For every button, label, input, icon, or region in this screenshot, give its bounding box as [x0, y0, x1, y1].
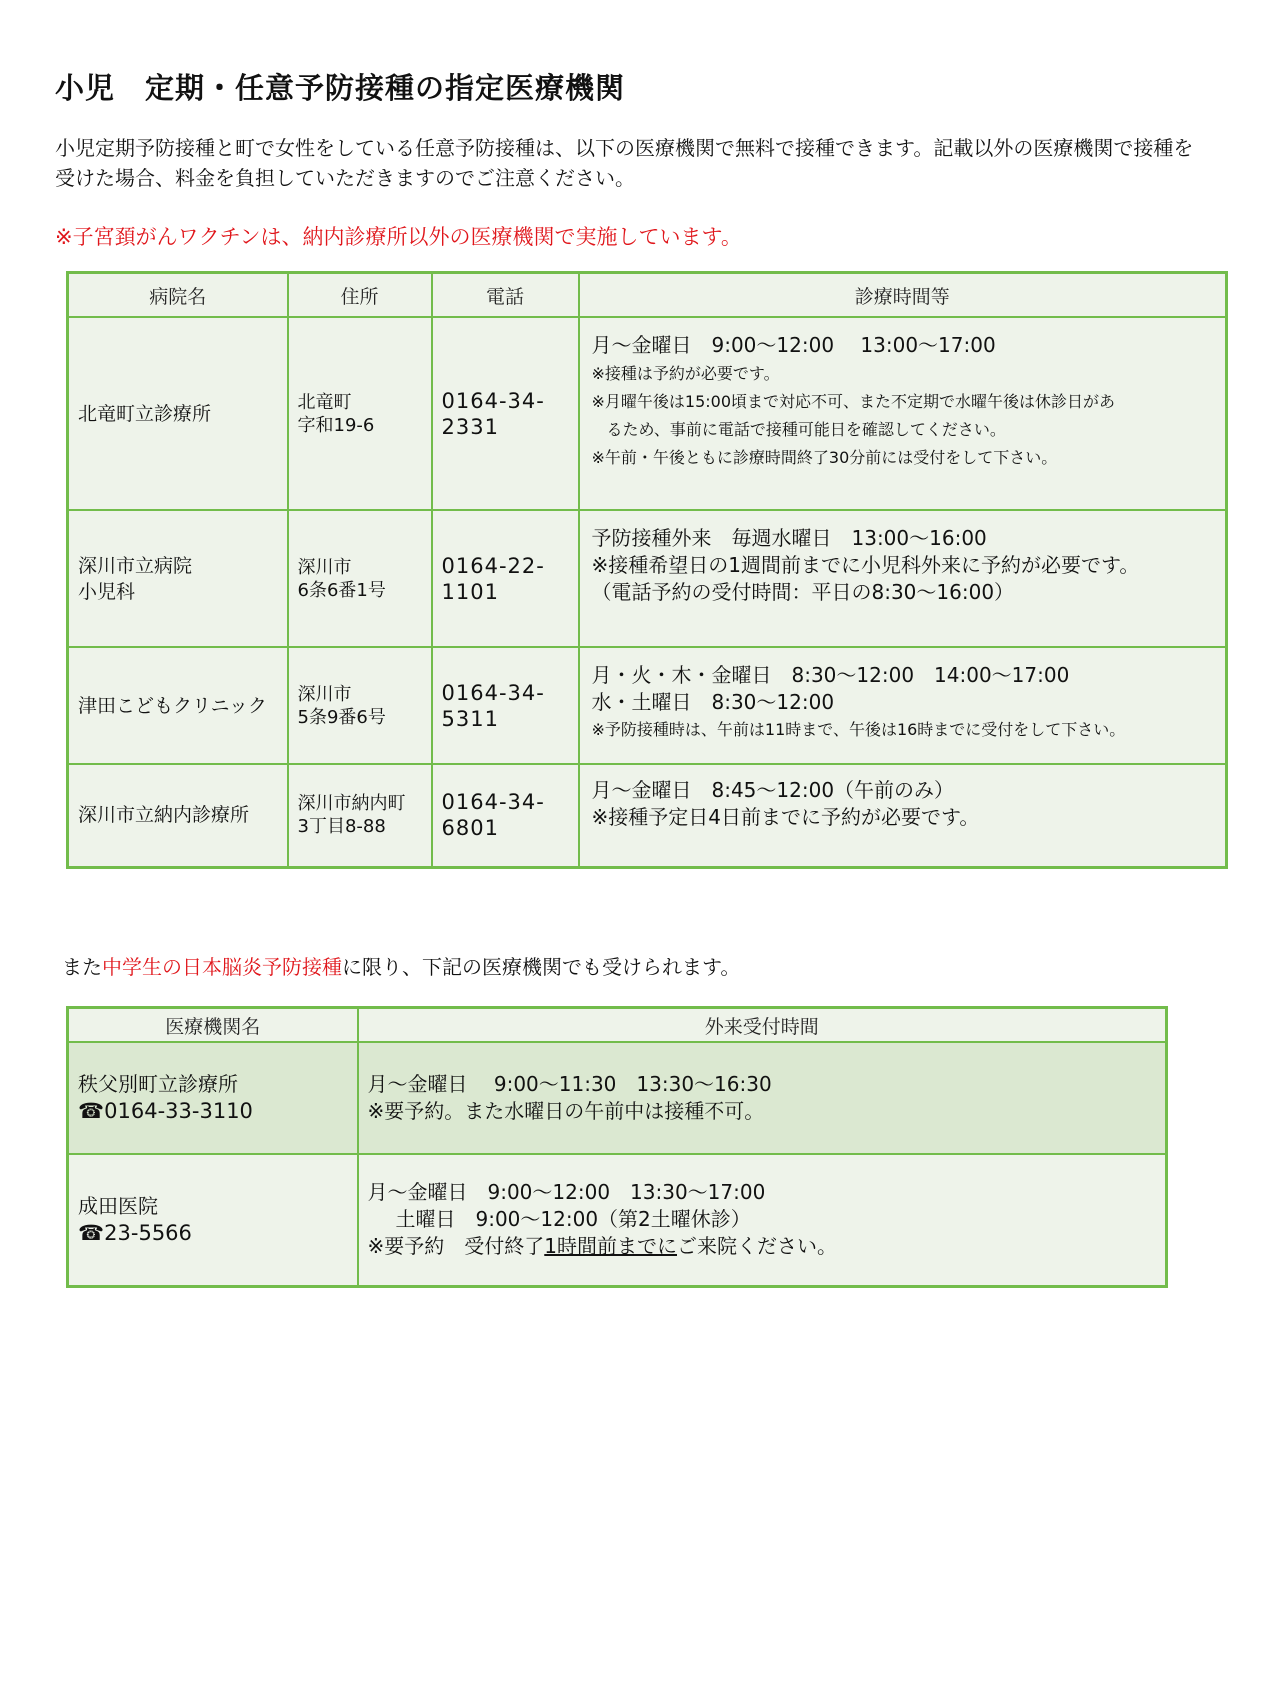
hospital-phone: 0164-34- 2331 [432, 317, 579, 510]
hospital-phone: 0164-22- 1101 [432, 510, 579, 647]
header-phone: 電話 [432, 273, 579, 318]
hospital-address: 深川市 6条6番1号 [288, 510, 432, 647]
phone-number: ☎0164-33-3110 [78, 1099, 253, 1123]
header-reception-hours: 外来受付時間 [358, 1008, 1167, 1043]
header-hospital-name: 病院名 [68, 273, 288, 318]
institution-name: 秩父別町立診療所 ☎0164-33-3110 [68, 1042, 358, 1154]
intro-paragraph: 小児定期予防接種と町で女性をしている任意予防接種は、以下の医療機関で無料で接種できます。記載以外の医療機関で接種を受けた場合、料金を負担していただきますのでご注意ください。 [55, 136, 1194, 190]
reception-hours: 月～金曜日 9:00～12:00 13:30～17:00 土曜日 9:00～12:00（第2土曜休診） ※要予約 受付終了1時間前までにご来院ください。 [358, 1154, 1167, 1286]
phone-number: ☎23-5566 [78, 1220, 192, 1245]
table-row [68, 1154, 1167, 1286]
table-row [68, 764, 1227, 867]
encephalitis-table [66, 1006, 1168, 1288]
table-header-row [68, 273, 1227, 318]
table-row [68, 1042, 1167, 1154]
header-address: 住所 [288, 273, 432, 318]
table-row [68, 317, 1227, 510]
header-hours: 診療時間等 [579, 273, 1227, 318]
hospital-name: 深川市立納内診療所 [68, 764, 288, 867]
hospital-hours: 予防接種外来 毎週水曜日 13:00～16:00 ※接種希望日の1週間前までに小児科外来に予約が必要です。 （電話予約の受付時間：平日の8:30～16:00） [579, 510, 1227, 647]
header-institution-name: 医療機関名 [68, 1008, 358, 1043]
hospital-address: 深川市 5条9番6号 [288, 647, 432, 764]
hospital-hours: 月～金曜日 9:00～12:00 13:00～17:00 ※接種は予約が必要です。 ※月曜午後は15:00頃まで対応不可、また不定期で水曜午後は休診日があ るため、事前に電話で接種可能日を確認してください。 ※午前・午後ともに診療時間終了30分前には受付をして下さい。 [579, 317, 1227, 510]
hospital-name: 深川市立病院 小児科 [68, 510, 288, 647]
page-title: 小児 定期・任意予防接種の指定医療機関 [55, 71, 626, 105]
reception-hours: 月～金曜日 9:00～11:30 13:30～16:30 ※要予約。また水曜日の午前中は接種不可。 [358, 1042, 1167, 1154]
institution-name: 成田医院 ☎23-5566 [68, 1154, 358, 1286]
clinic-table [66, 271, 1228, 869]
encephalitis-lead: また中学生の日本脳炎予防接種に限り、下記の医療機関でも受けられます。 [62, 955, 741, 979]
hospital-phone: 0164-34- 5311 [432, 647, 579, 764]
hospital-hours: 月～金曜日 8:45～12:00（午前のみ） ※接種予定日4日前までに予約が必要です。 [579, 764, 1227, 867]
hospital-address: 北竜町 字和19-6 [288, 317, 432, 510]
table-header-row [68, 1008, 1167, 1043]
table-row [68, 647, 1227, 764]
cervical-vaccine-notice: ※子宮頚がんワクチンは、納内診療所以外の医療機関で実施しています。 [55, 225, 742, 249]
highlight-text: 中学生の日本脳炎予防接種 [102, 955, 342, 979]
hospital-phone: 0164-34- 6801 [432, 764, 579, 867]
hospital-address: 深川市納内町 3丁目8-88 [288, 764, 432, 867]
hospital-name: 津田こどもクリニック [68, 647, 288, 764]
hospital-hours: 月・火・木・金曜日 8:30～12:00 14:00～17:00 水・土曜日 8:30～12:00 ※予防接種時は、午前は11時まで、午後は16時までに受付をして下さい。 [579, 647, 1227, 764]
hospital-name: 北竜町立診療所 [68, 317, 288, 510]
table-row [68, 510, 1227, 647]
